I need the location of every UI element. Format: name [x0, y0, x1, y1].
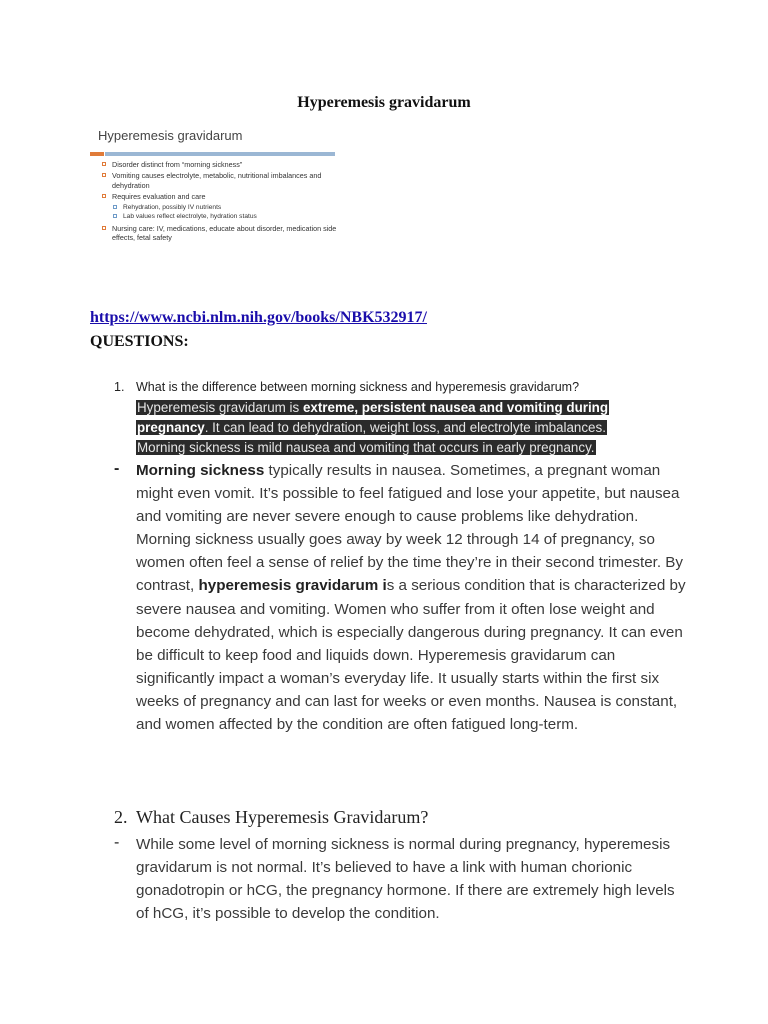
slide-title-underline	[105, 152, 335, 156]
slide-accent-bar	[90, 152, 104, 156]
question-heading: 2. What Causes Hyperemesis Gravidarum?	[114, 807, 429, 827]
answer-paragraph: While some level of morning sickness is normal during pregnancy, hyperemesis gravidarum is not normal. It’s believed to have a link with human chorionic gonadotropin or hCG, the pregnancy hormone. If there are extremely high levels of hCG, it’s possible to develop the condition.	[136, 836, 675, 923]
slide-bullet: Disorder distinct from “morning sickness”	[102, 160, 337, 169]
slide-bullet-list	[102, 160, 337, 244]
highlighted-answer-line: pregnancy. It can lead to dehydration, weight loss, and electrolyte imbalances.	[137, 420, 606, 435]
document-title: Hyperemesis gravidarum	[297, 94, 471, 111]
slide-image	[90, 124, 340, 274]
square-bullet-icon	[113, 214, 117, 218]
question-text: What is the difference between morning sickness and hyperemesis gravidarum?	[136, 380, 580, 394]
slide-title: Hyperemesis gravidarum	[98, 128, 243, 143]
dash-bullet: -	[114, 834, 120, 851]
reference-link[interactable]: https://www.ncbi.nlm.nih.gov/books/NBK532917/	[90, 309, 427, 326]
questions-heading: QUESTIONS:	[90, 333, 189, 350]
square-bullet-icon	[102, 173, 106, 177]
square-bullet-icon	[102, 194, 106, 198]
dash-bullet: -	[114, 460, 120, 477]
slide-bullet: Requires evaluation and care	[102, 192, 337, 201]
highlighted-answer-line: Morning sickness is mild nausea and vomiting that occurs in early pregnancy.	[137, 440, 595, 455]
answer-paragraph: Morning sickness typically results in nausea. Sometimes, a pregnant woman might even vomit. It’s possible to feel fatigued and lose your appetite, but nausea and vomiting are never severe enough to cause problems like dehydration. Morning sickness usually goes away by week 12 through 14 of pregnancy, so women often feel a sense of relief by the time they’re in their second trimester. By contrast, hyperemesis gravidarum is a serious condition that is characterized by severe nausea and vomiting. Women who suffer from it often lose weight and become dehydrated, which is especially dangerous during pregnancy. It can even be difficult to keep food and liquids down. Hyperemesis gravidarum can significantly impact a woman’s everyday life. It usually starts within the first six weeks of pregnancy and can last for weeks or even months. Nausea is constant, and women affected by the condition are often fatigued long-term.	[136, 462, 686, 734]
square-bullet-icon	[102, 226, 106, 230]
square-bullet-icon	[102, 162, 106, 166]
slide-sub-bullet: Lab values reflect electrolyte, hydration status	[102, 212, 337, 221]
slide-sub-bullet: Rehydration, possibly IV nutrients	[102, 203, 337, 212]
highlighted-answer-line: Hyperemesis gravidarum is extreme, persistent nausea and vomiting during	[137, 400, 609, 415]
question-number: 1.	[114, 380, 125, 394]
square-bullet-icon	[113, 205, 117, 209]
slide-bullet: Nursing care: IV, medications, educate about disorder, medication side effects, fetal safety	[102, 224, 337, 243]
slide-bullet: Vomiting causes electrolyte, metabolic, nutritional imbalances and dehydration	[102, 171, 337, 190]
